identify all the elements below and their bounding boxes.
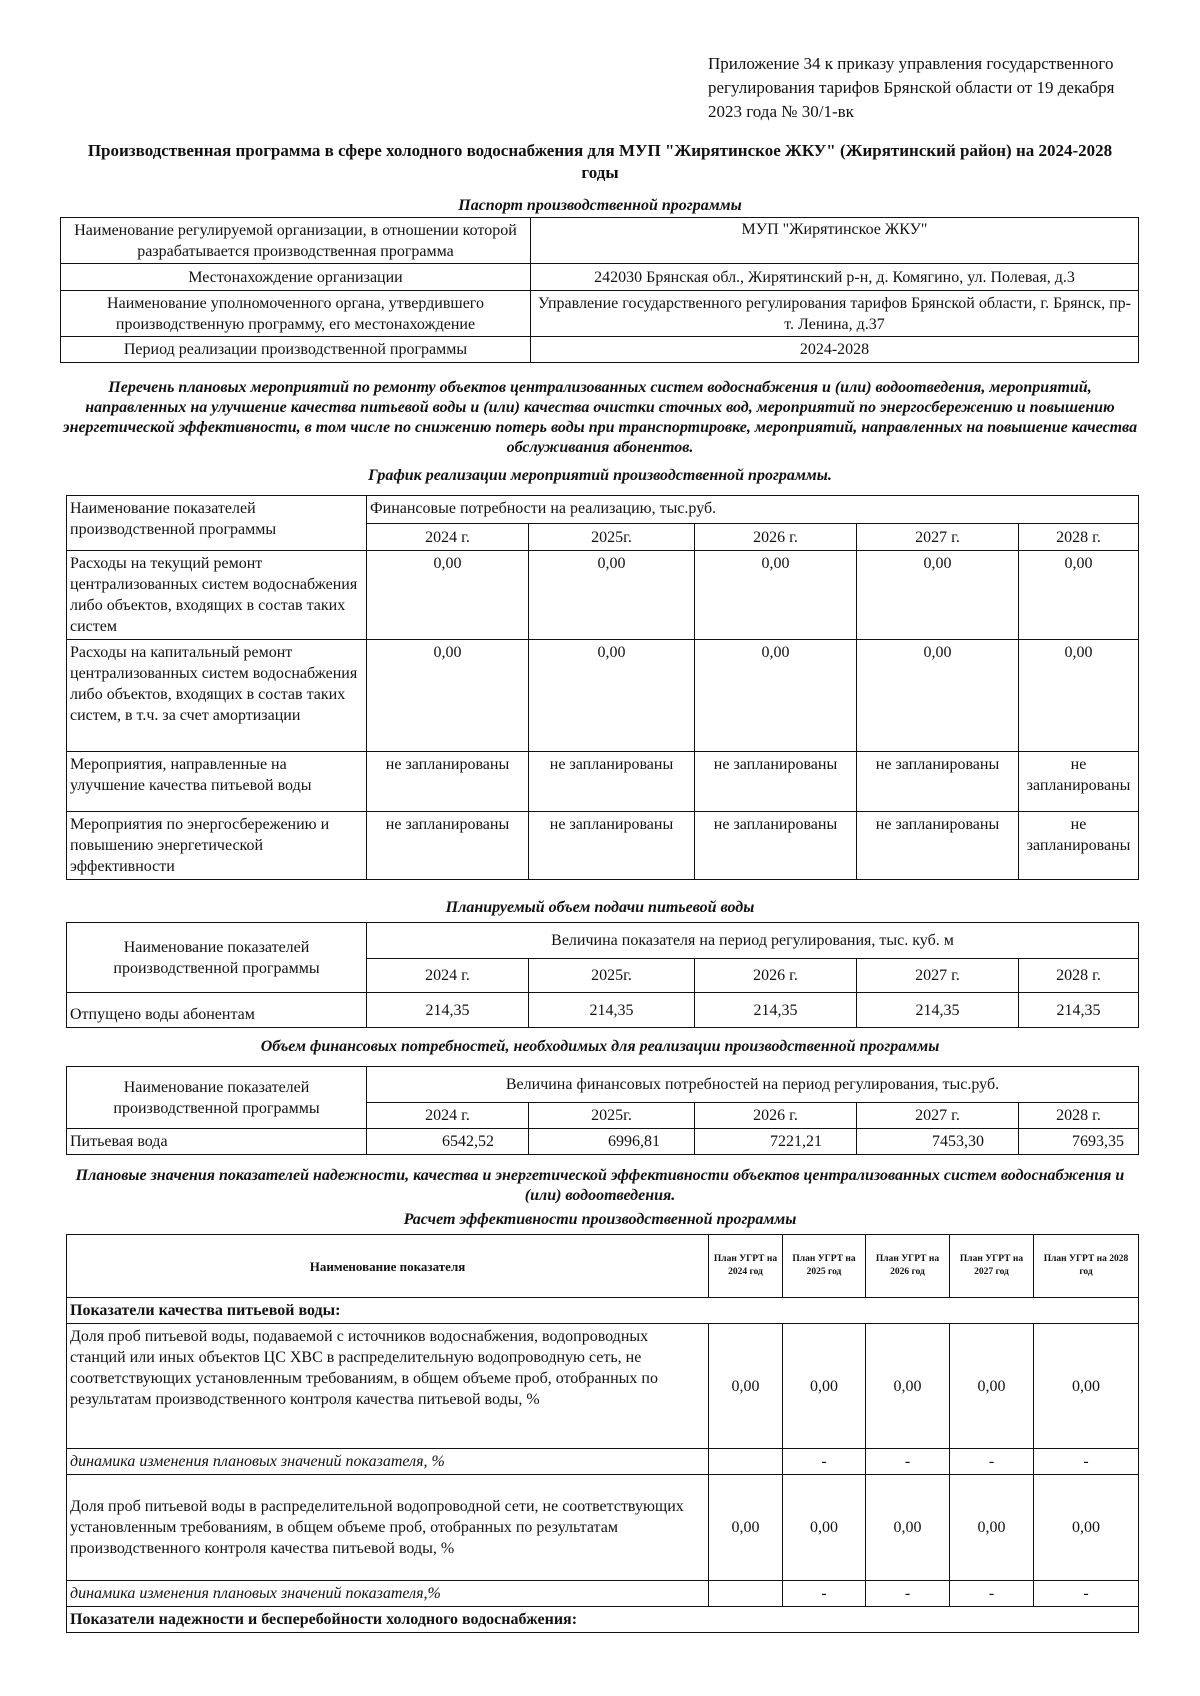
table-row bbox=[67, 993, 1139, 1028]
measures-table bbox=[66, 495, 1139, 880]
value-cell: не запланированы bbox=[857, 752, 1019, 812]
value-cell: - bbox=[866, 1581, 950, 1607]
value-cell: - bbox=[950, 1449, 1034, 1475]
value-cell bbox=[709, 1449, 783, 1475]
measures-caption: Перечень плановых мероприятий по ремонту объектов централизованных систем водоснабжения и (или) водоотведения, мероприятий, направленных на улучшение качества питьевой воды и (или) качества очистки сточных вод, мероприятий по энергосбережению и повышению энергетической эффективности, в том числе по снижению потерь воды при транспортировке, мероприятий, направленных на повышение качества обслуживания абонентов. bbox=[62, 379, 1138, 456]
table-row bbox=[67, 551, 1139, 640]
table-row bbox=[67, 1235, 1139, 1298]
year-header: 2028 г. bbox=[1019, 959, 1139, 993]
finance-caption: Объем финансовых потребностей, необходимых для реализации производственной программы bbox=[260, 1038, 940, 1055]
table-row bbox=[67, 496, 1139, 524]
value-cell: 0,00 bbox=[857, 551, 1019, 640]
row-label: Расходы на текущий ремонт централизованных систем водоснабжения либо объектов, входящих в состав таких систем bbox=[67, 551, 367, 640]
value-cell: 0,00 bbox=[695, 640, 857, 752]
appendix-note: Приложение 34 к приказу управления государственного регулирования тарифов Брянской области от 19 декабря 2023 года № 30/1-вк bbox=[708, 54, 1115, 121]
year-header: 2024 г. bbox=[367, 1103, 529, 1129]
table-row bbox=[61, 291, 1139, 337]
finance-table bbox=[66, 1066, 1139, 1155]
value-cell: 6996,81 bbox=[529, 1129, 695, 1155]
row-label: динамика изменения плановых значений показателя, % bbox=[67, 1449, 709, 1475]
value-cell: не запланированы bbox=[529, 812, 695, 880]
year-header: 2025г. bbox=[529, 1103, 695, 1129]
table-row bbox=[67, 1324, 1139, 1449]
value-cell: 7693,35 bbox=[1019, 1129, 1139, 1155]
table-row bbox=[67, 1475, 1139, 1581]
year-header: 2028 г. bbox=[1019, 524, 1139, 551]
value-cell: 214,35 bbox=[695, 993, 857, 1028]
value-cell: 0,00 bbox=[783, 1324, 866, 1449]
value-cell: - bbox=[866, 1449, 950, 1475]
value-cell: - bbox=[1034, 1449, 1139, 1475]
column-header-label: Наименование показателя bbox=[67, 1235, 709, 1298]
calc-caption: Расчет эффективности производственной программы bbox=[403, 1211, 797, 1228]
table-row bbox=[61, 218, 1139, 264]
row-label: динамика изменения плановых значений показателя,% bbox=[67, 1581, 709, 1607]
value-cell: 7453,30 bbox=[857, 1129, 1019, 1155]
year-header: 2027 г. bbox=[857, 524, 1019, 551]
passport-label: Период реализации производственной программы bbox=[61, 337, 531, 363]
table-row bbox=[67, 1581, 1139, 1607]
year-header: 2027 г. bbox=[857, 1103, 1019, 1129]
value-cell: 0,00 bbox=[1034, 1475, 1139, 1581]
value-cell: не запланированы bbox=[695, 812, 857, 880]
value-cell: 0,00 bbox=[709, 1475, 783, 1581]
value-cell: 0,00 bbox=[866, 1324, 950, 1449]
value-cell: 0,00 bbox=[529, 640, 695, 752]
value-cell: 214,35 bbox=[367, 993, 529, 1028]
table-row bbox=[67, 1129, 1139, 1155]
value-cell: 0,00 bbox=[529, 551, 695, 640]
value-cell: 0,00 bbox=[1019, 551, 1139, 640]
year-header: 2024 г. bbox=[367, 524, 529, 551]
year-header: 2025г. bbox=[529, 959, 695, 993]
column-header-label: Наименование показателей производственной программы bbox=[67, 496, 367, 551]
row-label: Расходы на капитальный ремонт централизованных систем водоснабжения либо объектов, входящих в состав таких систем, в т.ч. за счет амортизации bbox=[67, 640, 367, 752]
value-cell: - bbox=[783, 1581, 866, 1607]
value-cell: не запланированы bbox=[695, 752, 857, 812]
passport-label: Наименование уполномоченного органа, утвердившего производственную программу, его местонахождение bbox=[61, 291, 531, 337]
column-header-label: Наименование показателей производственной программы bbox=[67, 923, 367, 993]
year-header: 2024 г. bbox=[367, 959, 529, 993]
year-header: 2027 г. bbox=[857, 959, 1019, 993]
schedule-caption: График реализации мероприятий производственной программы. bbox=[368, 467, 832, 484]
value-cell: - bbox=[783, 1449, 866, 1475]
group-header: Величина показателя на период регулирования, тыс. куб. м bbox=[367, 923, 1139, 959]
row-label: Мероприятия по энергосбережению и повышению энергетической эффективности bbox=[67, 812, 367, 880]
value-cell: 0,00 bbox=[1034, 1324, 1139, 1449]
volume-caption: Планируемый объем подачи питьевой воды bbox=[445, 899, 755, 916]
row-label: Отпущено воды абонентам bbox=[67, 993, 367, 1028]
table-row bbox=[67, 1298, 1139, 1324]
value-cell: 0,00 bbox=[695, 551, 857, 640]
value-cell: 214,35 bbox=[857, 993, 1019, 1028]
table-row bbox=[61, 337, 1139, 363]
value-cell: не запланированы bbox=[529, 752, 695, 812]
section-heading: Показатели качества питьевой воды: bbox=[67, 1298, 1139, 1324]
volume-table bbox=[66, 922, 1139, 1028]
year-header: 2028 г. bbox=[1019, 1103, 1139, 1129]
value-cell: не запланированы bbox=[857, 812, 1019, 880]
passport-value: 2024-2028 bbox=[531, 337, 1139, 363]
row-label: Питьевая вода bbox=[67, 1129, 367, 1155]
value-cell: 0,00 bbox=[950, 1475, 1034, 1581]
value-cell: не запланированы bbox=[1019, 752, 1139, 812]
row-label: Мероприятия, направленные на улучшение качества питьевой воды bbox=[67, 752, 367, 812]
value-cell: 0,00 bbox=[857, 640, 1019, 752]
passport-value: Управление государственного регулирования тарифов Брянской области, г. Брянск, пр-т. Ленина, д.37 bbox=[531, 291, 1139, 337]
value-cell: 0,00 bbox=[367, 640, 529, 752]
table-row bbox=[67, 1067, 1139, 1103]
indicators-table bbox=[66, 1234, 1139, 1633]
passport-table bbox=[60, 217, 1139, 363]
year-header: 2026 г. bbox=[695, 1103, 857, 1129]
document-title: Производственная программа в сфере холодного водоснабжения для МУП "Жирятинское ЖКУ" (Жирятинский район) на 2024-2028 годы bbox=[87, 141, 1113, 182]
table-row bbox=[61, 264, 1139, 291]
value-cell: 6542,52 bbox=[367, 1129, 529, 1155]
value-cell: 0,00 bbox=[1019, 640, 1139, 752]
value-cell: 7221,21 bbox=[695, 1129, 857, 1155]
value-cell: - bbox=[950, 1581, 1034, 1607]
value-cell bbox=[709, 1581, 783, 1607]
plan-header: План УГРТ на 2028 год bbox=[1034, 1235, 1139, 1298]
year-header: 2026 г. bbox=[695, 524, 857, 551]
table-row bbox=[67, 812, 1139, 880]
value-cell: не запланированы bbox=[367, 752, 529, 812]
value-cell: 0,00 bbox=[866, 1475, 950, 1581]
passport-value: 242030 Брянская обл., Жирятинский р-н, д. Комягино, ул. Полевая, д.3 bbox=[531, 264, 1139, 291]
value-cell: не запланированы bbox=[1019, 812, 1139, 880]
value-cell: - bbox=[1034, 1581, 1139, 1607]
year-header: 2025г. bbox=[529, 524, 695, 551]
table-row bbox=[67, 923, 1139, 959]
group-header: Финансовые потребности на реализацию, тыс.руб. bbox=[367, 496, 1139, 524]
value-cell: 0,00 bbox=[709, 1324, 783, 1449]
value-cell: 214,35 bbox=[1019, 993, 1139, 1028]
table-row bbox=[67, 1607, 1139, 1633]
row-label: Доля проб питьевой воды в распределительной водопроводной сети, не соответствующих установленным требованиям, в общем объеме проб, отобранных по результатам производственного контроля качества питьевой воды, % bbox=[67, 1475, 709, 1581]
value-cell: 0,00 bbox=[950, 1324, 1034, 1449]
passport-label: Местонахождение организации bbox=[61, 264, 531, 291]
value-cell: не запланированы bbox=[367, 812, 529, 880]
row-label: Доля проб питьевой воды, подаваемой с источников водоснабжения, водопроводных станций или иных объектов ЦС ХВС в распределительную водопроводную сеть, не соответствующих установленным требованиям, в общем объеме проб, отобранных по результатам производственного контроля качества питьевой воды, % bbox=[67, 1324, 709, 1449]
passport-value: МУП "Жирятинское ЖКУ" bbox=[531, 218, 1139, 264]
plan-header: План УГРТ на 2027 год bbox=[950, 1235, 1034, 1298]
table-row bbox=[67, 640, 1139, 752]
plan-header: План УГРТ на 2026 год bbox=[866, 1235, 950, 1298]
year-header: 2026 г. bbox=[695, 959, 857, 993]
plan-header: План УГРТ на 2025 год bbox=[783, 1235, 866, 1298]
table-row bbox=[67, 752, 1139, 812]
passport-caption: Паспорт производственной программы bbox=[458, 197, 742, 214]
table-row bbox=[67, 1449, 1139, 1475]
group-header: Величина финансовых потребностей на период регулирования, тыс.руб. bbox=[367, 1067, 1139, 1103]
column-header-label: Наименование показателей производственной программы bbox=[67, 1067, 367, 1129]
value-cell: 0,00 bbox=[783, 1475, 866, 1581]
indicators-caption: Плановые значения показателей надежности, качества и энергетической эффективности объектов централизованных систем водоснабжения и (или) водоотведения. bbox=[75, 1167, 1125, 1204]
section-heading: Показатели надежности и бесперебойности холодного водоснабжения: bbox=[67, 1607, 1139, 1633]
passport-label: Наименование регулируемой организации, в отношении которой разрабатывается производственная программа bbox=[61, 218, 531, 264]
plan-header: План УГРТ на 2024 год bbox=[709, 1235, 783, 1298]
value-cell: 0,00 bbox=[367, 551, 529, 640]
value-cell: 214,35 bbox=[529, 993, 695, 1028]
